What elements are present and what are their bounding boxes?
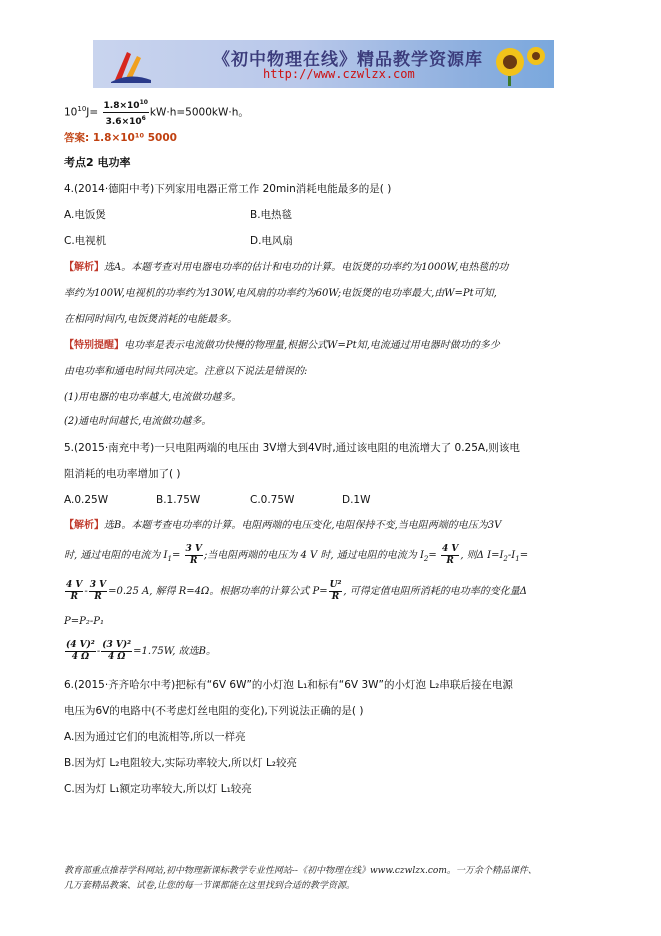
q4-tip-line1: 【特别提醒】电功率是表示电流做功快慢的物理量,根据公式W=Pt知,电流通过用电器时做功的多少 [64, 340, 500, 351]
question-6-line2: 电压为6V的电路中(不考虑灯丝电阻的变化),下列说法正确的是( ) [64, 705, 364, 717]
fraction-3v2-4ohm: $\frac{\text{(3 V)²}}{4 \Omega}$ [102, 640, 132, 662]
q5-explanation-line5: $\frac{\text{(4 V)²}}{4 \Omega}$ - $\frac{\text{(3 V)²}}{4 \Omega}$ =1.75W, 故选B。 [66, 640, 216, 662]
q5-explanation-line4: P=P₂-P₁ [64, 616, 104, 627]
calc-fraction: $\frac{1.8\times 10^{10}}{3.6\times 10^6}$ [103, 99, 148, 127]
q6-option-a: A.因为通过它们的电流相等,所以一样亮 [64, 731, 246, 743]
site-logo-icon [107, 46, 153, 84]
q4-option-c: C.电视机 [64, 235, 107, 247]
question-4: 4.(2014·德阳中考)下列家用电器正常工作 20min消耗电能最多的是( ) [64, 183, 392, 195]
q5-explanation-line1: 【解析】选B。本题考查电功率的计算。电阻两端的电压变化,电阻保持不变,当电阻两端的电压为3V [64, 520, 502, 531]
page-footer [64, 864, 604, 894]
header-banner [93, 40, 554, 88]
footer-line2: 几万套精品教案、试卷,让您的每一节课都能在这里找到合适的教学资源。 [64, 881, 355, 891]
question-5-line2: 阻消耗的电功率增加了( ) [64, 468, 181, 480]
q5-explanation-line3: $\frac{4 V}{R}$ - $\frac{3 V}{R}$ =0.25 A, 解得 R=4Ω。根据功率的计算公式 P= $\frac{\text{U²}}{R}$ , 可得定值电阻所消耗的电功率的变化量Δ [66, 580, 527, 602]
banner-url[interactable]: http://www.czwlzx.com [263, 67, 415, 81]
section-heading: 考点2 电功率 [64, 156, 131, 169]
question-5-line1: 5.(2015·南充中考)一只电阻两端的电压由 3V增大到4V时,通过该电阻的电流增大了 0.25A,则该电 [64, 442, 520, 454]
sunflower-icon [488, 42, 548, 86]
q4-explanation-line2: 率约为100W,电视机的功率约为130W,电风扇的功率约为60W;电饭煲的电功率最大,由W=Pt可知, [64, 288, 497, 299]
q4-tip-line4: (2)通电时间越长,电流做功越多。 [64, 416, 212, 427]
fraction-4v-r-2: $\frac{4 V}{R}$ [66, 580, 83, 602]
q5-option-a: A.0.25W [64, 494, 109, 506]
q5-option-d: D.1W [342, 494, 371, 506]
footer-line1: 教育部重点推荐学科网站,初中物理新课标教学专业性网站--《初中物理在线》www.czwlzx.com。一万余个精品课件、 [64, 866, 537, 876]
q4-option-a: A.电饭煲 [64, 209, 106, 221]
q4-explanation-line3: 在相同时间内,电饭煲消耗的电能最多。 [64, 314, 238, 325]
fraction-4v-r: $\frac{4 V}{R}$ [441, 544, 459, 566]
question-6-line1: 6.(2015·齐齐哈尔中考)把标有“6V 6W”的小灯泡 L₁和标有“6V 3W”的小灯泡 L₂串联后接在电源 [64, 679, 513, 691]
q6-option-b: B.因为灯 L₂电阻较大,实际功率较大,所以灯 L₂较亮 [64, 757, 298, 769]
answer-text: 答案: 1.8×10¹⁰ 5000 [64, 132, 177, 144]
fraction-4v2-4ohm: $\frac{\text{(4 V)²}}{4 \Omega}$ [66, 640, 95, 662]
fraction-3v-r: $\frac{3 V}{R}$ [185, 544, 202, 566]
banner-title: 《初中物理在线》精品教学资源库 [213, 50, 483, 70]
q4-option-d: D.电风扇 [250, 235, 293, 247]
q4-explanation-line1: 【解析】选A。本题考查对用电器电功率的估计和电功的计算。电饭煲的功率约为1000W,电热毯的功 [64, 262, 509, 273]
q4-option-b: B.电热毯 [250, 209, 293, 221]
q5-explanation-line2: 时, 通过电阻的电流为 $I_1=$ $\frac{3 V}{R}$ ;当电阻两端的电压为 4 V 时, 通过电阻的电流为 $I_2=$ $\frac{4 V}{R}$ , 则Δ $I=I_2-I_1=$ [64, 544, 529, 566]
q4-tip-line2: 由电功率和通电时间共同决定。注意以下说法是错误的: [64, 366, 308, 377]
fraction-u2-r: $\frac{\text{U²}}{R}$ [329, 580, 342, 602]
q6-option-c: C.因为灯 L₁额定功率较大,所以灯 L₁较亮 [64, 783, 252, 795]
q5-option-c: C.0.75W [250, 494, 295, 506]
fraction-3v-r-2: $\frac{3 V}{R}$ [89, 580, 107, 602]
q4-tip-line3: (1)用电器的电功率越大,电流做功越多。 [64, 392, 242, 403]
q5-option-b: B.1.75W [156, 494, 201, 506]
calc-line: $10^{10}J=$ $\frac{1.8\times 10^{10}}{3.6\times 10^6}$ kW·h=5000kW·h。 [64, 99, 249, 127]
